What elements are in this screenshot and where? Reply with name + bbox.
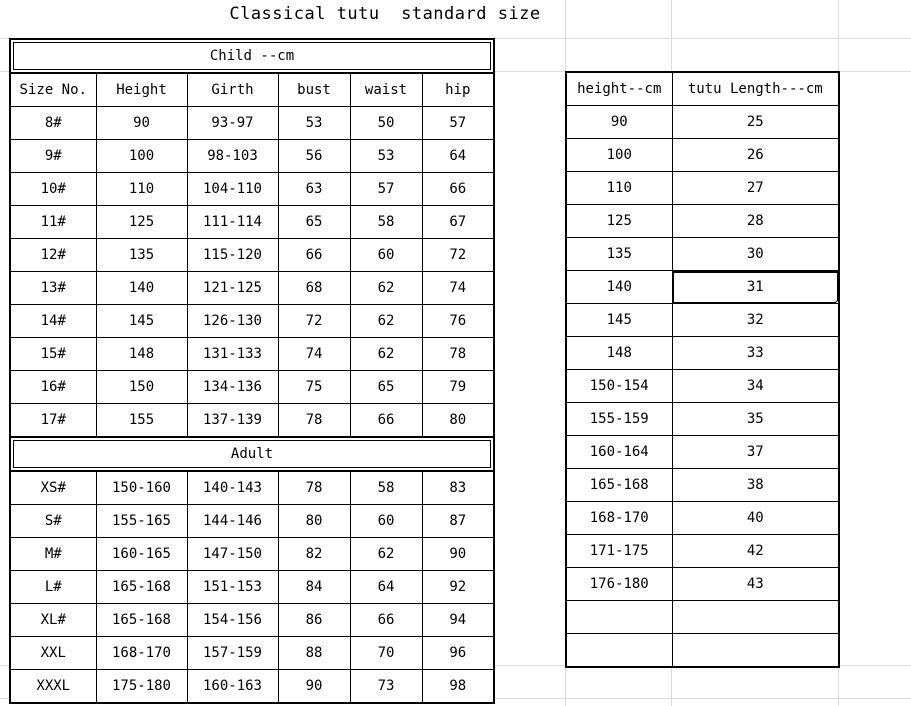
page-title: Classical tutu standard size [229,4,541,24]
table-cell[interactable]: 168-170 [96,637,187,670]
table-cell[interactable]: 110 [96,173,187,206]
table-row [566,436,839,469]
table-cell[interactable]: 176-180 [566,568,672,601]
table-cell[interactable]: 157-159 [187,637,278,670]
table-cell[interactable]: 25 [672,106,839,139]
table-cell[interactable]: 94 [422,604,494,637]
table-cell[interactable]: 84 [278,571,350,604]
table-cell[interactable]: 38 [672,469,839,502]
table-row [10,604,494,637]
table-row [10,305,494,338]
column-header[interactable]: Size No. [10,73,96,107]
table-cell[interactable]: 67 [422,206,494,239]
table-cell[interactable]: 175-180 [96,670,187,704]
table-cell[interactable]: 98 [422,670,494,704]
table-cell[interactable]: 155-159 [566,403,672,436]
table-row [10,637,494,670]
table-row [10,272,494,305]
table-row [566,205,839,238]
table-row [566,502,839,535]
column-header[interactable]: Height [96,73,187,107]
table-cell[interactable]: 32 [672,304,839,337]
table-cell[interactable]: 28 [672,205,839,238]
table-cell[interactable]: 27 [672,172,839,205]
table-cell[interactable]: 14# [10,305,96,338]
table-cell[interactable]: 17# [10,404,96,438]
table-row [566,238,839,271]
table-cell[interactable]: 11# [10,206,96,239]
table-cell[interactable]: 62 [350,338,422,371]
table-cell[interactable]: 72 [422,239,494,272]
table-cell[interactable]: 125 [566,205,672,238]
table-cell[interactable]: 96 [422,637,494,670]
table-cell[interactable]: 165-168 [96,571,187,604]
fill-handle[interactable] [835,300,839,304]
tutu-table-header-row [566,72,839,106]
table-cell[interactable]: 148 [566,337,672,370]
table-row [566,568,839,601]
table-cell[interactable]: 35 [672,403,839,436]
table-row [566,337,839,370]
table-cell[interactable]: 155 [96,404,187,438]
table-cell[interactable]: 115-120 [187,239,278,272]
table-cell[interactable] [566,601,672,634]
table-cell[interactable]: L# [10,571,96,604]
table-cell[interactable]: 92 [422,571,494,604]
table-cell[interactable]: 151-153 [187,571,278,604]
table-cell[interactable]: 9# [10,140,96,173]
table-row [10,471,494,505]
table-cell[interactable]: 150-160 [96,471,187,505]
table-row [566,304,839,337]
table-cell[interactable]: 57 [350,173,422,206]
table-cell[interactable]: 53 [278,107,350,140]
table-row [10,404,494,438]
child-section-header-label[interactable]: Child --cm [10,39,494,73]
table-cell[interactable]: 145 [96,305,187,338]
table-cell[interactable]: XL# [10,604,96,637]
table-cell[interactable]: 104-110 [187,173,278,206]
table-cell[interactable]: 160-164 [566,436,672,469]
table-cell[interactable]: 135 [96,239,187,272]
table-cell[interactable]: 78 [278,471,350,505]
table-cell[interactable]: 111-114 [187,206,278,239]
table-cell[interactable]: 79 [422,371,494,404]
table-cell[interactable]: 86 [278,604,350,637]
column-header[interactable]: waist [350,73,422,107]
table-row [566,535,839,568]
table-cell[interactable]: 145 [566,304,672,337]
table-row [10,538,494,571]
table-cell[interactable]: 110 [566,172,672,205]
table-cell[interactable]: 80 [278,505,350,538]
table-cell[interactable]: 68 [278,272,350,305]
table-cell[interactable]: 100 [566,139,672,172]
table-row [10,338,494,371]
table-cell[interactable]: 62 [350,272,422,305]
table-row [10,371,494,404]
table-cell[interactable]: 64 [350,571,422,604]
table-cell[interactable]: 82 [278,538,350,571]
table-cell[interactable]: 66 [278,239,350,272]
column-header[interactable]: hip [422,73,494,107]
table-cell[interactable]: 137-139 [187,404,278,438]
table-cell[interactable]: 83 [422,471,494,505]
table-cell[interactable]: 100 [96,140,187,173]
table-cell[interactable]: 65 [350,371,422,404]
table-cell[interactable]: 8# [10,107,96,140]
table-cell[interactable]: 134-136 [187,371,278,404]
table-cell[interactable]: 148 [96,338,187,371]
table-row [566,370,839,403]
table-cell[interactable]: 140 [566,271,672,304]
table-cell[interactable]: 66 [350,604,422,637]
table-row [10,140,494,173]
table-cell[interactable]: 147-150 [187,538,278,571]
table-cell[interactable]: M# [10,538,96,571]
table-cell[interactable]: 75 [278,371,350,404]
table-cell[interactable]: 126-130 [187,305,278,338]
table-cell[interactable]: 74 [278,338,350,371]
table-cell[interactable]: 131-133 [187,338,278,371]
table-cell[interactable]: 63 [278,173,350,206]
table-row [10,670,494,704]
table-cell[interactable]: 40 [672,502,839,535]
table-cell[interactable]: XXL [10,637,96,670]
table-cell[interactable]: 10# [10,173,96,206]
column-header[interactable]: height--cm [566,72,672,106]
table-cell[interactable]: S# [10,505,96,538]
table-cell[interactable]: 144-146 [187,505,278,538]
table-cell[interactable]: 74 [422,272,494,305]
table-cell[interactable]: 88 [278,637,350,670]
column-header[interactable]: Girth [187,73,278,107]
table-cell[interactable]: 76 [422,305,494,338]
table-row [10,571,494,604]
table-cell[interactable]: 42 [672,535,839,568]
table-cell[interactable]: 150 [96,371,187,404]
table-cell[interactable]: 140 [96,272,187,305]
child-section-header [10,39,494,73]
table-cell[interactable]: 160-165 [96,538,187,571]
table-cell[interactable]: 93-97 [187,107,278,140]
selected-cell[interactable]: 31 [672,271,839,304]
table-cell[interactable]: 53 [350,140,422,173]
table-row [566,271,839,304]
table-row [566,106,839,139]
table-cell[interactable]: 160-163 [187,670,278,704]
table-row [10,206,494,239]
table-cell[interactable]: XS# [10,471,96,505]
table-cell[interactable]: XXXL [10,670,96,704]
table-cell[interactable]: 60 [350,239,422,272]
table-cell[interactable]: 65 [278,206,350,239]
table-cell[interactable]: 57 [422,107,494,140]
table-row [566,172,839,205]
table-cell[interactable]: 50 [350,107,422,140]
table-cell[interactable]: 62 [350,538,422,571]
table-cell[interactable]: 64 [422,140,494,173]
adult-section-header-label[interactable]: Adult [10,437,494,471]
table-cell[interactable]: 171-175 [566,535,672,568]
table-cell[interactable] [566,634,672,668]
table-cell[interactable]: 70 [350,637,422,670]
table-row [566,139,839,172]
table-cell[interactable]: 73 [350,670,422,704]
table-cell[interactable] [672,601,839,634]
table-cell[interactable]: 140-143 [187,471,278,505]
table-row [566,601,839,634]
table-cell[interactable]: 58 [350,471,422,505]
table-cell[interactable]: 90 [278,670,350,704]
table-cell[interactable]: 150-154 [566,370,672,403]
table-cell[interactable]: 90 [96,107,187,140]
table-cell[interactable]: 121-125 [187,272,278,305]
table-row [566,469,839,502]
table-cell[interactable]: 168-170 [566,502,672,535]
table-cell[interactable]: 60 [350,505,422,538]
tutu-length-table [565,71,840,668]
table-row [10,239,494,272]
size-table-header-row [10,73,494,107]
table-cell[interactable]: 12# [10,239,96,272]
table-cell[interactable]: 155-165 [96,505,187,538]
table-cell[interactable] [672,634,839,668]
table-row [566,403,839,436]
table-cell[interactable]: 58 [350,206,422,239]
table-cell[interactable]: 165-168 [566,469,672,502]
table-cell[interactable]: 33 [672,337,839,370]
table-cell[interactable]: 135 [566,238,672,271]
adult-section-header [10,437,494,471]
table-cell[interactable]: 125 [96,206,187,239]
table-cell[interactable]: 90 [422,538,494,571]
table-cell[interactable]: 90 [566,106,672,139]
table-cell[interactable]: 62 [350,305,422,338]
table-row [10,107,494,140]
table-cell[interactable]: 34 [672,370,839,403]
table-cell[interactable]: 13# [10,272,96,305]
table-cell[interactable]: 30 [672,238,839,271]
table-cell[interactable]: 165-168 [96,604,187,637]
size-table [9,38,495,704]
table-cell[interactable]: 16# [10,371,96,404]
table-cell[interactable]: 15# [10,338,96,371]
column-header[interactable]: tutu Length---cm [672,72,839,106]
table-cell[interactable]: 56 [278,140,350,173]
table-row [10,505,494,538]
table-cell[interactable]: 66 [422,173,494,206]
table-cell[interactable]: 78 [278,404,350,438]
table-row [10,173,494,206]
table-cell[interactable]: 26 [672,139,839,172]
table-cell[interactable]: 78 [422,338,494,371]
table-cell[interactable]: 80 [422,404,494,438]
table-cell[interactable]: 154-156 [187,604,278,637]
table-cell[interactable]: 87 [422,505,494,538]
table-cell[interactable]: 72 [278,305,350,338]
column-header[interactable]: bust [278,73,350,107]
table-cell[interactable]: 98-103 [187,140,278,173]
table-cell[interactable]: 37 [672,436,839,469]
table-row [566,634,839,668]
table-cell[interactable]: 66 [350,404,422,438]
table-cell[interactable]: 43 [672,568,839,601]
